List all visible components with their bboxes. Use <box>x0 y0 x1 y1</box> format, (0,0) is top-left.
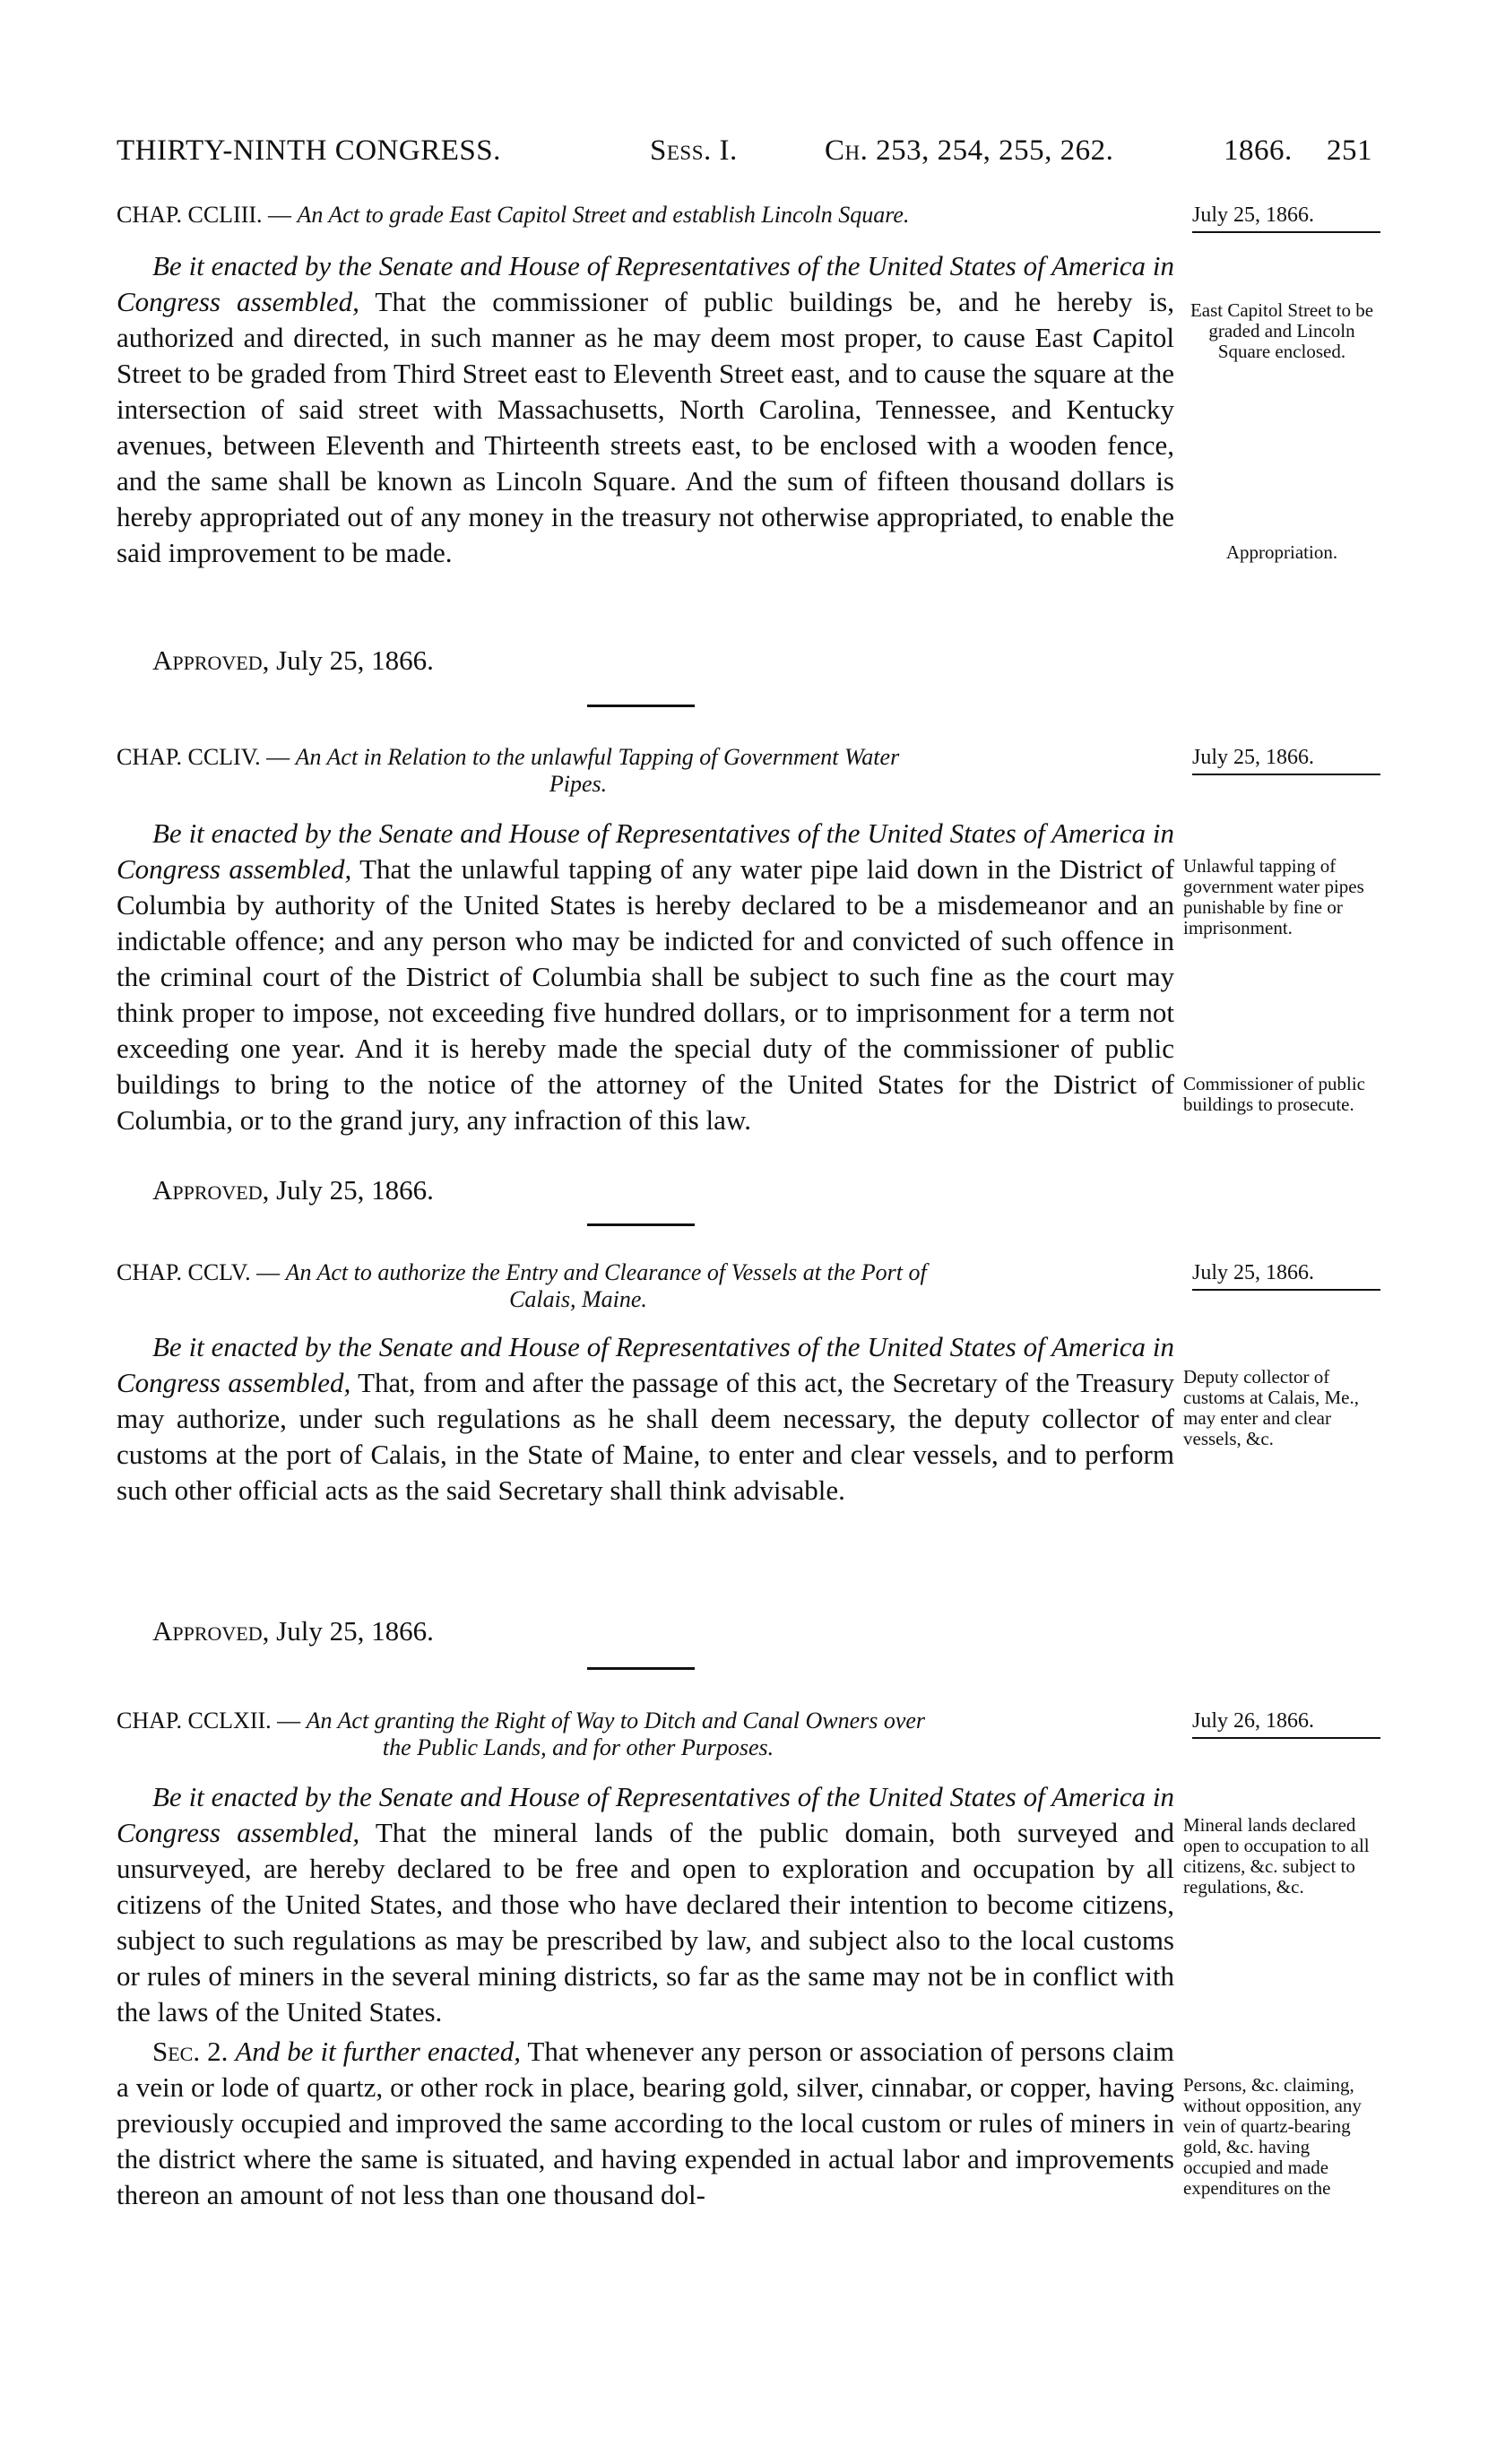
approval-line <box>152 1172 434 1208</box>
section-text: That the mineral lands of the public domain, both surveyed and unsurveyed, are hereby declared to be free and open to exploration and occupation by all citizens of the United States, and those who have declared their intention to become citizens, subject to such regulations as may be prescribed by law, and subject also to the local customs or rules of miners in the several mining districts, so far as the same may not be in conflict with the laws of the United States. <box>117 1817 1174 2027</box>
enacting-clause: Be it enacted by the Senate and House of Representatives of the United States of America in Congress assembled, <box>117 1331 1174 1398</box>
chapter-title-text: An Act in Relation to the unlawful Tapping of Government Water <box>295 744 900 770</box>
approved-label: Approved, <box>152 644 270 676</box>
running-header <box>117 134 1380 179</box>
margin-note: Persons, &c. claiming, without opposition, any vein of quartz-bearing gold, &c. having occupied and made expenditures on the <box>1183 2074 1362 2199</box>
header-year: 1866. <box>1224 134 1293 167</box>
chapter-title-text: An Act granting the Right of Way to Ditch and Canal Owners over <box>306 1708 926 1733</box>
section-divider <box>587 705 695 707</box>
chapter-date: July 25, 1866. <box>1192 746 1380 775</box>
enacting-paragraph <box>117 1779 1174 2030</box>
approved-date: July 25, 1866. <box>276 1615 434 1647</box>
margin-note: Commissioner of public buildings to prosecute. <box>1183 1073 1365 1115</box>
approval-line <box>152 1613 434 1649</box>
enacting-clause: Be it enacted by the Senate and House of Representatives of the United States of America in Congress assembled, <box>117 1781 1174 1848</box>
chapter-number: CHAP. CCLIV. — <box>117 744 290 770</box>
margin-note: Unlawful tapping of government water pipes punishable by fine or imprisonment. <box>1183 855 1364 938</box>
chapter-body <box>117 816 1174 1138</box>
section-text: That, from and after the passage of this act, the Secretary of the Treasury may authorize, under such regulations as he shall deem necessary, the deputy collector of customs at the port of Calais, in the State of Maine, to enter and clear vessels, and to perform such other official acts as the said Secretary shall think advisable. <box>117 1367 1175 1506</box>
section-text: That the commissioner of public buildings be, and he hereby is, authorized and directed, in such manner as he may deem most proper, to cause East Capitol Street to be graded from Third Street east to Eleventh Street east, and to cause the square at the intersection of said street with Massachusetts, North Carolina, Tennessee, and Kentucky avenues, between Eleventh and Thirteenth streets east, to be enclosed with a wooden fence, and the same shall be known as Lincoln Square. And the sum of fifteen thousand dollars is hereby appropriated out of any money in the treasury not otherwise appropriated, to enable the said improvement to be made. <box>117 286 1174 568</box>
further-enacting-clause: And be it further enacted, <box>235 2036 521 2067</box>
enacting-clause: Be it enacted by the Senate and House of Representatives of the United States of America in Congress assembled, <box>117 817 1174 885</box>
margin-note: Appropriation. <box>1225 541 1338 563</box>
approved-label: Approved, <box>152 1174 270 1206</box>
chapter-title-text: An Act to authorize the Entry and Clearance of Vessels at the Port of <box>285 1259 927 1285</box>
approved-label: Approved, <box>152 1615 270 1647</box>
chapter-number: CHAP. CCLXII. — <box>117 1708 301 1733</box>
enacting-paragraph <box>117 248 1174 571</box>
section-text: That the unlawful tapping of any water pipe laid down in the District of Columbia by authority of the United States is hereby declared to be a misdemeanor and an indictable offence; and any person who may be indicted for and convicted of such offence in the criminal court of the District of Columbia shall be subject to such fine as the court may think proper to impose, not exceeding five hundred dollars, or to imprisonment for a term not exceeding one year. And it is hereby made the special duty of the commissioner of public buildings to bring to the notice of the attorney of the United States for the District of Columbia, or to the grand jury, any infraction of this law. <box>117 853 1174 1136</box>
chapter-body <box>117 1329 1174 1509</box>
margin-note: Deputy collector of customs at Calais, Me., may enter and clear vessels, &c. <box>1183 1366 1359 1449</box>
enacting-paragraph <box>117 1329 1174 1509</box>
chapter-number: CHAP. CCLIII. — <box>117 202 292 228</box>
approval-line <box>152 643 434 679</box>
header-session: Sess. I. <box>650 134 738 167</box>
margin-note: East Capitol Street to be graded and Lincoln Square enclosed. <box>1190 299 1374 362</box>
margin-note: Mineral lands declared open to occupation to all citizens, &c. subject to regulations, &c. <box>1183 1814 1370 1898</box>
chapter-title-continued: Calais, Maine. <box>509 1286 647 1312</box>
chapter-date: July 25, 1866. <box>1192 1261 1380 1291</box>
section-label: Sec. 2. <box>152 2036 229 2067</box>
section-divider <box>587 1223 695 1226</box>
chapter-title <box>117 202 1174 229</box>
chapter-title <box>117 1708 1174 1761</box>
header-chapters: Ch. 253, 254, 255, 262. <box>825 134 1114 167</box>
enacting-clause: Be it enacted by the Senate and House of Representatives of the United States of America in Congress assembled, <box>117 250 1174 317</box>
chapter-title-continued: the Public Lands, and for other Purposes. <box>382 1734 774 1760</box>
chapter-title-text: An Act to grade East Capitol Street and establish Lincoln Square. <box>297 202 910 228</box>
chapter-number: CHAP. CCLV. — <box>117 1259 281 1285</box>
section-text: That whenever any person or association of persons claim a vein or lode of quartz, or other rock in place, bearing gold, silver, cinnabar, or copper, having previously occupied and improved the same according to the local custom or rules of miners in the district where the same is situated, and having expended in actual labor and improvements thereon an amount of not less than one thousand dol- <box>117 2036 1174 2210</box>
chapter-date: July 26, 1866. <box>1192 1709 1380 1739</box>
header-page-number: 251 <box>1327 134 1372 167</box>
enacting-paragraph <box>117 816 1174 1138</box>
chapter-title <box>117 1259 1174 1313</box>
approved-date: July 25, 1866. <box>276 644 434 676</box>
approved-date: July 25, 1866. <box>276 1174 434 1206</box>
section-divider <box>587 1667 695 1670</box>
chapter-body <box>117 1779 1174 2213</box>
section-2-paragraph <box>117 2034 1174 2213</box>
header-congress: THIRTY-NINTH CONGRESS. <box>117 134 501 167</box>
chapter-title-continued: Pipes. <box>549 771 608 797</box>
chapter-title <box>117 744 1174 798</box>
chapter-body <box>117 248 1174 571</box>
chapter-date: July 25, 1866. <box>1192 203 1380 233</box>
